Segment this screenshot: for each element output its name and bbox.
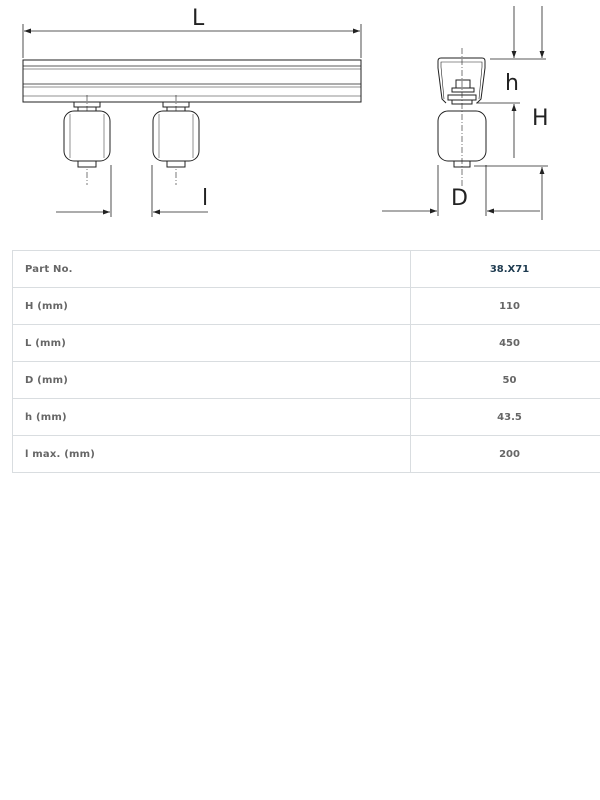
dimension-label-D: D: [451, 186, 468, 211]
row-value: 110: [411, 288, 600, 325]
table-row: [13, 288, 600, 325]
left-roller: [64, 95, 110, 185]
row-label: h (mm): [13, 399, 411, 436]
technical-drawing: [0, 0, 600, 235]
right-roller: [153, 95, 199, 185]
row-value: 50: [411, 362, 600, 399]
dimension-label-H: H: [532, 106, 549, 131]
row-label: Part No.: [13, 251, 411, 288]
table-row: [13, 436, 600, 473]
row-value: 43.5: [411, 399, 600, 436]
row-value: 38.X71: [411, 251, 600, 288]
row-label: L (mm): [13, 325, 411, 362]
row-label: H (mm): [13, 288, 411, 325]
table-row-part-no: [13, 251, 600, 288]
side-view: [23, 24, 361, 217]
row-value: 200: [411, 436, 600, 473]
table-row: [13, 325, 600, 362]
row-label: l max. (mm): [13, 436, 411, 473]
row-value: 450: [411, 325, 600, 362]
dimension-label-L: L: [192, 6, 205, 31]
table-row: [13, 362, 600, 399]
dimension-label-h: h: [505, 71, 519, 96]
spec-table: [12, 250, 600, 473]
table-row: [13, 399, 600, 436]
row-label: D (mm): [13, 362, 411, 399]
dimension-label-l: l: [202, 186, 209, 211]
